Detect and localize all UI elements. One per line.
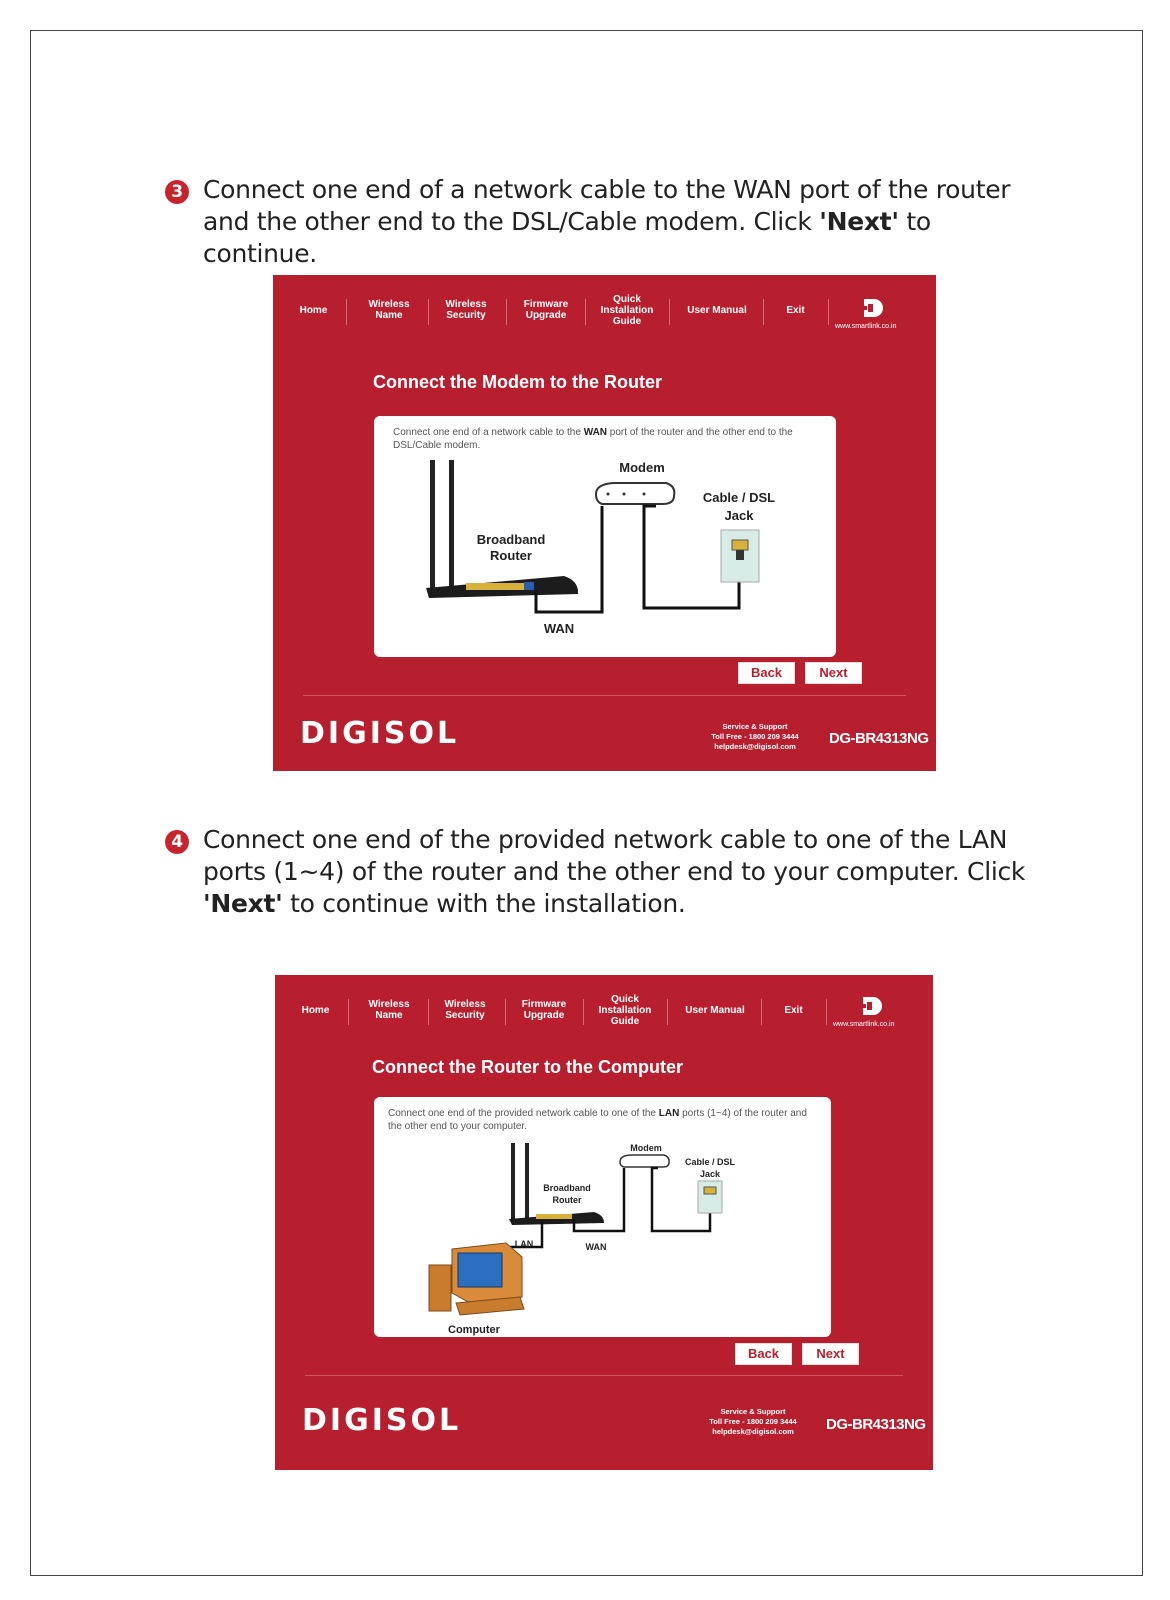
nav-divider bbox=[826, 999, 827, 1025]
step-text-end: to continue with the installation. bbox=[282, 889, 686, 918]
step-number-badge: 3 bbox=[165, 180, 189, 204]
step-3-instruction bbox=[165, 174, 1035, 270]
footer-divider bbox=[305, 1375, 903, 1376]
modem-device bbox=[620, 1155, 669, 1167]
label-wan: WAN bbox=[585, 1242, 607, 1252]
next-button[interactable]: Next bbox=[805, 662, 862, 684]
nav-divider bbox=[506, 299, 507, 325]
label-broadband: Broadband bbox=[476, 532, 546, 547]
nav-divider bbox=[428, 999, 429, 1025]
nav-quick-installation-guide[interactable]: Quick Installation Guide bbox=[600, 293, 654, 327]
panel-instruction: Connect one end of a network cable to the WAN port of the router and the other end to the DSL/Cable modem. bbox=[393, 427, 793, 451]
nav-user-manual[interactable]: User Manual bbox=[685, 1004, 745, 1016]
nav-divider bbox=[505, 999, 506, 1025]
router-antenna bbox=[430, 460, 435, 595]
label-computer: Computer bbox=[448, 1324, 500, 1336]
digisol-brand-logo: DIGISOL bbox=[300, 716, 460, 751]
screenshot-modem-to-router bbox=[273, 275, 936, 771]
nav-exit[interactable]: Exit bbox=[786, 304, 805, 316]
label-wan: WAN bbox=[543, 621, 575, 636]
router-antenna bbox=[449, 460, 454, 595]
model-number: DG-BR4313NG bbox=[829, 730, 929, 747]
nav-divider bbox=[761, 999, 762, 1025]
site-url[interactable]: www.smartlink.co.in bbox=[833, 1021, 895, 1028]
top-navigation bbox=[273, 275, 936, 345]
nav-user-manual[interactable]: User Manual bbox=[687, 304, 747, 316]
nav-home[interactable]: Home bbox=[299, 304, 328, 316]
modem-router-diagram bbox=[374, 416, 836, 657]
nav-wireless-security[interactable]: Wireless Security bbox=[445, 299, 487, 321]
nav-home[interactable]: Home bbox=[301, 1004, 330, 1016]
router-wan-port bbox=[524, 582, 534, 590]
label-modem: Modem bbox=[619, 460, 665, 475]
next-button[interactable]: Next bbox=[802, 1343, 859, 1365]
router-antenna bbox=[511, 1143, 515, 1223]
label-jack: Jack bbox=[699, 1169, 721, 1179]
back-button[interactable]: Back bbox=[738, 662, 795, 684]
label-router: Router bbox=[552, 1195, 582, 1205]
nav-divider bbox=[348, 999, 349, 1025]
support-info: Service & Support Toll Free - 1800 209 3444 helpdesk@digisol.com bbox=[709, 1407, 797, 1436]
wan-cable bbox=[536, 506, 602, 612]
instruction-panel bbox=[374, 1097, 831, 1337]
label-jack: Jack bbox=[724, 508, 754, 523]
label-modem: Modem bbox=[630, 1143, 662, 1153]
router-lan-ports bbox=[466, 583, 524, 590]
site-url[interactable]: www.smartlink.co.in bbox=[835, 323, 897, 330]
digisol-brand-logo: DIGISOL bbox=[302, 1403, 462, 1438]
label-cable-dsl: Cable / DSL bbox=[702, 490, 776, 505]
digisol-d-logo-icon bbox=[861, 995, 883, 1017]
screen-title: Connect the Modem to the Router bbox=[373, 372, 662, 392]
panel-instruction: Connect one end of the provided network cable to one of the LAN ports (1~4) of the router and the other end to your computer. bbox=[388, 1108, 807, 1132]
back-button[interactable]: Back bbox=[735, 1343, 792, 1365]
nav-quick-installation-guide[interactable]: Quick Installation Guide bbox=[598, 993, 652, 1027]
screen-title: Connect the Router to the Computer bbox=[372, 1057, 683, 1077]
nav-firmware-upgrade[interactable]: Firmware Upgrade bbox=[521, 999, 567, 1021]
nav-divider bbox=[669, 299, 670, 325]
jack-plug bbox=[704, 1187, 716, 1194]
nav-wireless-security[interactable]: Wireless Security bbox=[444, 999, 486, 1021]
nav-wireless-name[interactable]: Wireless Name bbox=[368, 299, 410, 321]
footer-divider bbox=[303, 695, 906, 696]
router-antenna bbox=[525, 1143, 529, 1223]
computer-icon bbox=[429, 1243, 524, 1315]
wall-jack bbox=[698, 1181, 722, 1213]
step-4-instruction bbox=[165, 824, 1035, 920]
step-text-emphasis: 'Next' bbox=[819, 207, 899, 236]
label-broadband: Broadband bbox=[543, 1183, 591, 1193]
step-text-end: to continue. bbox=[203, 207, 931, 268]
step-number-badge: 4 bbox=[165, 830, 189, 854]
step-text-emphasis: 'Next' bbox=[203, 889, 283, 918]
step-text: Connect one end of the provided network cable to one of the LAN ports (1~4) of the router and the other end to your computer. Click bbox=[203, 825, 1026, 886]
support-info: Service & Support Toll Free - 1800 209 3444 helpdesk@digisol.com bbox=[711, 722, 799, 751]
nav-divider bbox=[763, 299, 764, 325]
nav-divider bbox=[583, 999, 584, 1025]
digisol-d-logo-icon bbox=[862, 297, 884, 319]
label-lan: LAN bbox=[514, 1239, 534, 1249]
nav-divider bbox=[828, 299, 829, 325]
nav-wireless-name[interactable]: Wireless Name bbox=[368, 999, 410, 1021]
top-navigation bbox=[275, 975, 933, 1045]
nav-firmware-upgrade[interactable]: Firmware Upgrade bbox=[523, 299, 569, 321]
label-cable-dsl: Cable / DSL bbox=[684, 1157, 736, 1167]
label-router: Router bbox=[490, 548, 532, 563]
nav-divider bbox=[346, 299, 347, 325]
screenshot-router-to-computer bbox=[275, 975, 933, 1470]
instruction-panel bbox=[374, 416, 836, 657]
nav-divider bbox=[667, 999, 668, 1025]
step-text: Connect one end of a network cable to the WAN port of the router and the other end to the DSL/Cable modem. Click bbox=[203, 175, 1011, 236]
model-number: DG-BR4313NG bbox=[826, 1416, 926, 1433]
router-lan-ports bbox=[536, 1214, 572, 1219]
nav-exit[interactable]: Exit bbox=[784, 1004, 803, 1016]
nav-divider bbox=[428, 299, 429, 325]
jack-plug bbox=[732, 540, 748, 550]
router-computer-diagram bbox=[374, 1097, 831, 1337]
nav-divider bbox=[585, 299, 586, 325]
